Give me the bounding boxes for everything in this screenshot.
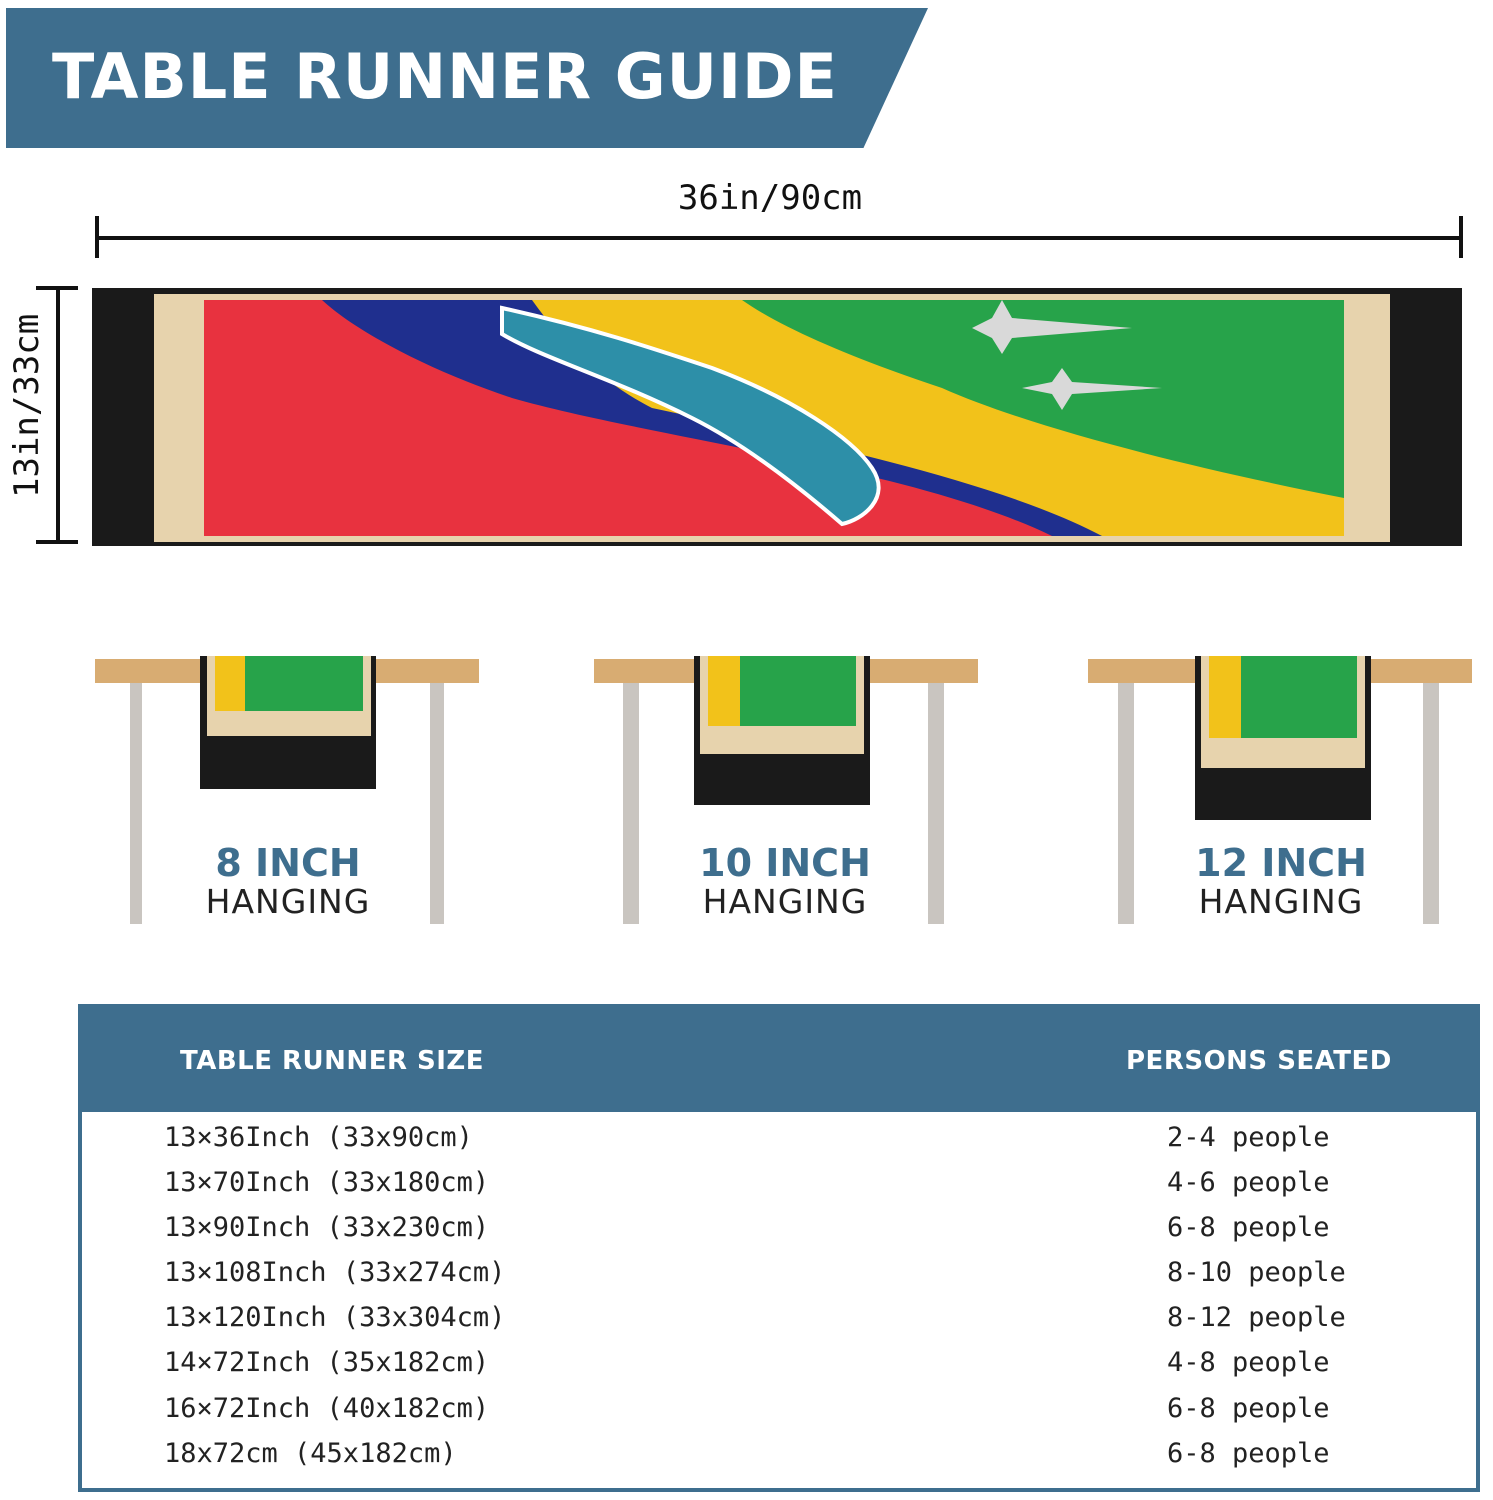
header-table-runner-size: TABLE RUNNER SIZE <box>180 1046 485 1076</box>
row-size: 13×120Inch (33x304cm) <box>164 1302 506 1333</box>
row-persons: 2-4 people <box>1167 1122 1330 1153</box>
row-size: 13×90Inch (33x230cm) <box>164 1212 490 1243</box>
height-dimension-label: 13in/33cm <box>7 313 47 498</box>
table-row <box>82 1347 1476 1387</box>
width-dimension-line <box>90 212 1470 262</box>
row-size: 13×70Inch (33x180cm) <box>164 1167 490 1198</box>
table-row <box>82 1212 1476 1252</box>
table-row <box>82 1302 1476 1342</box>
row-persons: 4-8 people <box>1167 1347 1330 1378</box>
size-table <box>78 1004 1480 1492</box>
row-persons: 8-12 people <box>1167 1302 1346 1333</box>
table-runner-image <box>92 288 1462 546</box>
row-size: 14×72Inch (35x182cm) <box>164 1347 490 1378</box>
hanging-word-12: HANGING <box>1198 882 1364 921</box>
width-dimension-label: 36in/90cm <box>677 178 863 218</box>
table-row <box>82 1122 1476 1162</box>
hanging-word-8: HANGING <box>205 882 371 921</box>
hanging-label-12 <box>1121 843 1441 921</box>
hanging-size-12: 12 INCH <box>1195 841 1367 885</box>
row-persons: 6-8 people <box>1167 1212 1330 1243</box>
header-persons-seated: PERSONS SEATED <box>1126 1046 1392 1076</box>
page-title: TABLE RUNNER GUIDE <box>52 40 838 113</box>
hanging-label-8 <box>128 843 448 921</box>
row-persons: 6-8 people <box>1167 1438 1330 1469</box>
table-header <box>82 1008 1476 1112</box>
table-row <box>82 1393 1476 1433</box>
hanging-size-8: 8 INCH <box>215 841 361 885</box>
hanging-word-10: HANGING <box>702 882 868 921</box>
row-size: 13×108Inch (33x274cm) <box>164 1257 506 1288</box>
table-row <box>82 1167 1476 1207</box>
row-persons: 4-6 people <box>1167 1167 1330 1198</box>
row-persons: 6-8 people <box>1167 1393 1330 1424</box>
hanging-label-10 <box>625 843 945 921</box>
table-row <box>82 1257 1476 1297</box>
row-size: 16×72Inch (40x182cm) <box>164 1393 490 1424</box>
table-row <box>82 1438 1476 1478</box>
row-size: 13×36Inch (33x90cm) <box>164 1122 473 1153</box>
hanging-size-10: 10 INCH <box>699 841 871 885</box>
row-persons: 8-10 people <box>1167 1257 1346 1288</box>
row-size: 18x72cm (45x182cm) <box>164 1438 457 1469</box>
